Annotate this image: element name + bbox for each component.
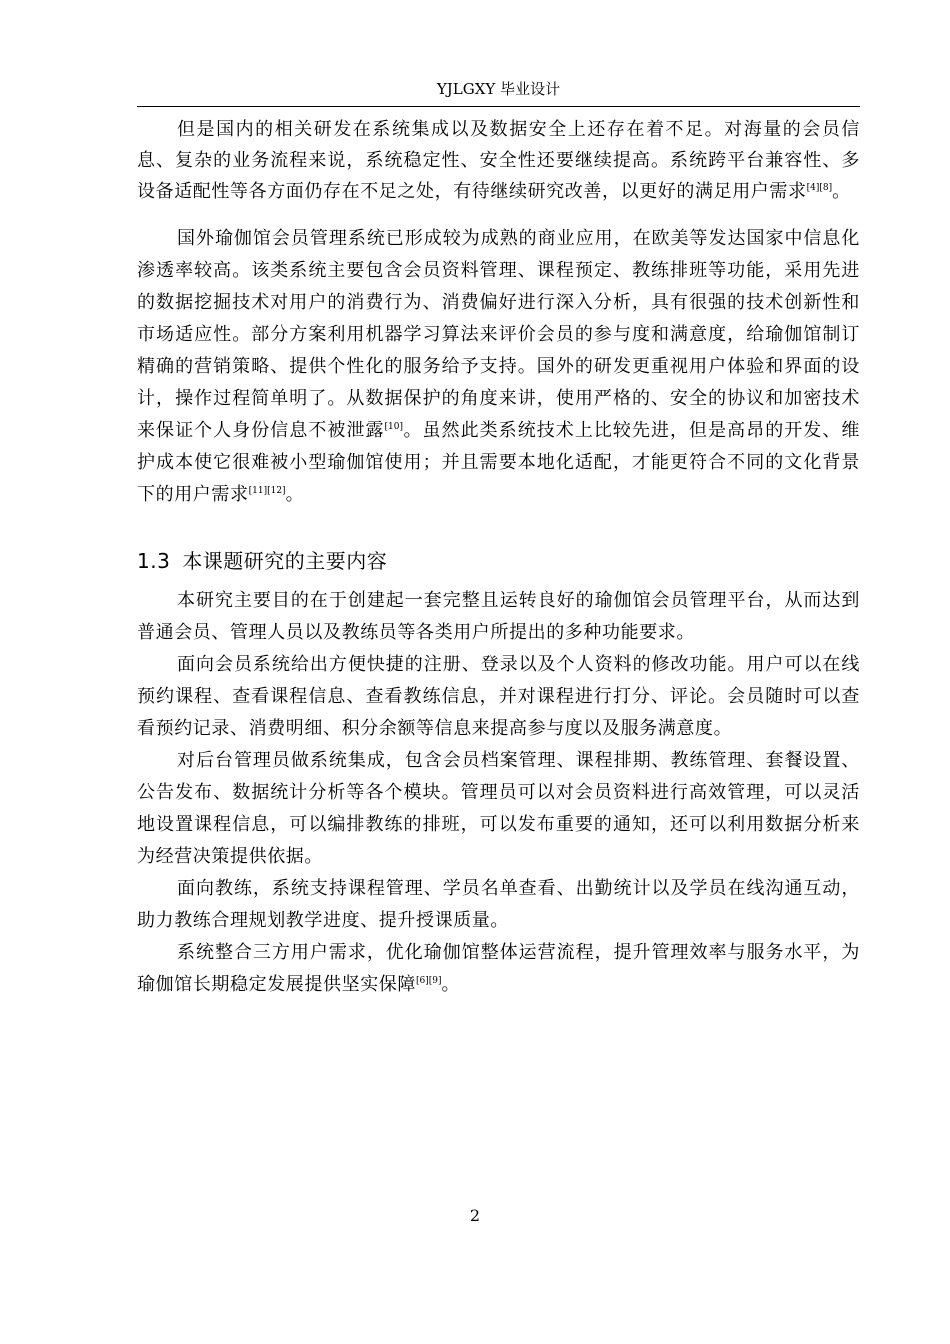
paragraph-end: 。 xyxy=(285,484,305,505)
paragraph-text: 但是国内的相关研发在系统集成以及数据安全上还存在着不足。对海量的会员信息、复杂的业务流程来说，系统稳定性、安全性还要继续提高。系统跨平台兼容性、多设备适配性等各方面仍存在不足之处，有待继续研究改善，以更好的满足用户需求 xyxy=(137,119,860,202)
citation: [10] xyxy=(384,422,404,432)
citation: [11][12] xyxy=(248,486,286,496)
paragraph-text: 国外瑜伽馆会员管理系统已形成较为成熟的商业应用，在欧美等发达国家中信息化渗透率较高。该类系统主要包含会员资料管理、课程预定、教练排班等功能，采用先进的数据挖掘技术对用户的消费行为、消费偏好进行深入分析，具有很强的技术创新性和市场适应性。部分方案利用机器学习算法来评价会员的参与度和满意度，给瑜伽馆制订精确的营销策略、提供个性化的服务给予支持。国外的研发更重视用户体验和界面的设计，操作过程简单明了。从数据保护的角度来讲，使用严格的、安全的协议和加密技术来保证个人身份信息不被泄露 xyxy=(137,228,860,441)
page-body xyxy=(137,114,860,1001)
paragraph-end: 。 xyxy=(832,181,851,202)
section-heading xyxy=(137,547,860,575)
paragraph-text: 面向教练，系统支持课程管理、学员名单查看、出勤统计以及学员在线沟通互动，助力教练合理规划教学进度、提升授课质量。 xyxy=(137,878,860,931)
paragraph-admin-features xyxy=(137,745,860,873)
paragraph-text: 本研究主要目的在于创建起一套完整且运转良好的瑜伽馆会员管理平台，从而达到普通会员、管理人员以及教练员等各类用户所提出的多种功能要求。 xyxy=(137,590,860,643)
paragraph-text: 系统整合三方用户需求，优化瑜伽馆整体运营流程，提升管理效率与服务水平，为瑜伽馆长期稳定发展提供坚实保障 xyxy=(137,942,860,995)
page-header: YJLGXY 毕业设计 xyxy=(137,78,860,107)
citation: [6][9] xyxy=(416,976,442,986)
paragraph-summary xyxy=(137,937,860,1001)
paragraph-member-features xyxy=(137,649,860,745)
paragraph-domestic-research xyxy=(137,114,860,207)
paragraph-text: 对后台管理员做系统集成，包含会员档案管理、课程排期、教练管理、套餐设置、公告发布、数据统计分析等各个模块。管理员可以对会员资料进行高效管理，可以灵活地设置课程信息，可以编排教练的排班，可以发布重要的通知，还可以利用数据分析来为经营决策提供依据。 xyxy=(137,750,860,867)
paragraph-research-goal xyxy=(137,585,860,649)
section-number: 1.3 xyxy=(137,549,171,573)
paragraph-end: 。 xyxy=(441,974,461,995)
paragraph-coach-features xyxy=(137,873,860,937)
section-title: 本课题研究的主要内容 xyxy=(182,549,388,573)
page-number: 2 xyxy=(469,1206,481,1225)
paragraph-foreign-research xyxy=(137,223,860,511)
citation: [4][8] xyxy=(806,183,833,193)
paragraph-text-continued: 。虽然此类系统技术上比较先进，但是高昂的开发、维护成本使它很难被小型瑜伽馆使用；并且需要本地化适配，才能更符合不同的文化背景下的用户需求 xyxy=(137,420,860,505)
paragraph-text: 面向会员系统给出方便快捷的注册、登录以及个人资料的修改功能。用户可以在线预约课程、查看课程信息、查看教练信息，并对课程进行打分、评论。会员随时可以查看预约记录、消费明细、积分余额等信息来提高参与度以及服务满意度。 xyxy=(137,654,860,739)
